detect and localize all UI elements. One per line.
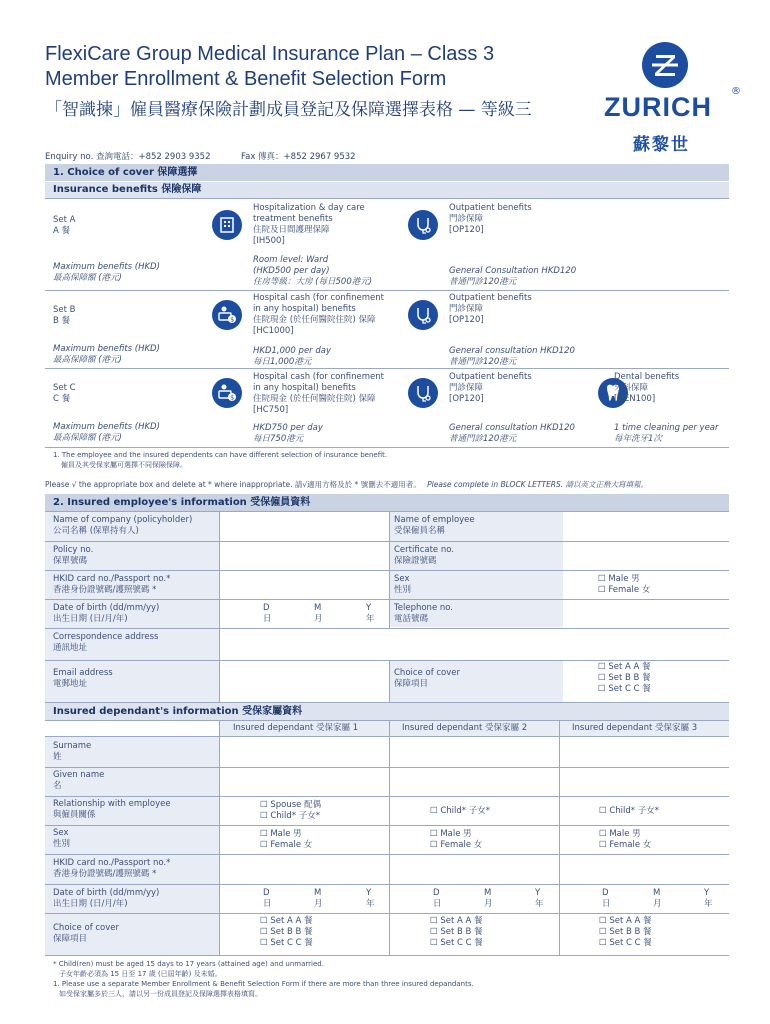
telephone-label: Telephone no. 電話號碼 <box>394 603 454 624</box>
dependant-2-cover[interactable]: ☐ Set A A 餐 ☐ Set B B 餐 ☐ Set C C 餐 <box>430 916 483 948</box>
set-c-max-label: Maximum benefits (HKD) 最高保障額 (港元) <box>53 422 160 443</box>
dependant-2-dob-year[interactable]: Y 年 <box>535 888 544 909</box>
stethoscope-icon <box>408 378 438 408</box>
telephone-field[interactable] <box>564 600 729 627</box>
footnotes: * Child(ren) must be aged 15 days to 17 years (attained age) and unmarried. 子女年齡必須為 15 日至 17 歲 (已屆年齡) 及未婚。 1. Please use a separate Member Enrollment & Benefit Selection Form if there are more than three insured depandants. 如受保家屬多於三人，請以另一份成員登記及保障選擇表格填寫。 <box>53 960 474 998</box>
zurich-logo-icon <box>642 42 688 88</box>
address-label: Correspondence address 通訊地址 <box>53 632 159 653</box>
fax-number: Fax 傳真：+852 2967 9532 <box>241 152 356 162</box>
set-a-benefit-1: Hospitalization & day care treatment benefits 住院及日間護理保障 [IH500] <box>253 203 365 246</box>
dependant-2-dob-month[interactable]: M 月 <box>484 888 493 909</box>
policy-no-field[interactable] <box>220 542 388 569</box>
dependant-2-sex[interactable]: ☐ Male 男 ☐ Female 女 <box>430 829 483 850</box>
registered-mark: ® <box>731 86 741 97</box>
form-title-line-2: Member Enrollment & Benefit Selection Form <box>45 68 447 90</box>
certificate-no-field[interactable] <box>564 542 729 569</box>
set-a-max-label: Maximum benefits (HKD) 最高保障額 (港元) <box>53 262 160 283</box>
dependant-3-dob-month[interactable]: M 月 <box>653 888 662 909</box>
section-1-subtitle: Insurance benefits 保險保障 <box>45 182 729 198</box>
email-field[interactable] <box>220 661 388 701</box>
stethoscope-icon <box>408 300 438 330</box>
set-b-max-label: Maximum benefits (HKD) 最高保障額 (港元) <box>53 344 160 365</box>
dependant-hkid-label: HKID card no./Passport no.* 香港身份證號碼/護照號碼 * <box>53 858 171 879</box>
svg-text:$: $ <box>230 394 235 402</box>
section-1-title: 1. Choice of cover 保障選擇 <box>45 164 729 181</box>
employee-name-field[interactable] <box>564 512 729 540</box>
dependant-3-cover[interactable]: ☐ Set A A 餐 ☐ Set B B 餐 ☐ Set C C 餐 <box>599 916 652 948</box>
set-c-benefit-2: Outpatient benefits 門診保障 [OP120] <box>449 372 532 404</box>
sex-label: Sex 性別 <box>394 574 412 595</box>
dependant-1-dob-year[interactable]: Y 年 <box>366 888 375 909</box>
female-checkbox[interactable]: ☐ <box>598 585 606 595</box>
dependant-2-relationship[interactable]: ☐ Child* 子女* <box>430 806 490 816</box>
section-2-title: 2. Insured employee's information 受保僱員資料 <box>45 494 729 511</box>
set-b-max-2: General consultation HKD120 普通門診120港元 <box>449 346 575 367</box>
dependant-3-dob-day[interactable]: D 日 <box>602 888 611 909</box>
company-name-label: Name of company (policyholder) 公司名稱 (保單持有人) <box>53 515 193 536</box>
dob-label: Date of birth (dd/mm/yy) 出生日期 (日/月/年) <box>53 603 160 624</box>
employee-sex-options[interactable]: ☐ Male 男 ☐ Female 女 <box>598 574 651 595</box>
stethoscope-icon <box>408 210 438 240</box>
dependant-1-dob-month[interactable]: M 月 <box>314 888 323 909</box>
set-a-label: Set A A 餐 <box>53 215 76 236</box>
dob-day[interactable]: D 日 <box>263 603 272 624</box>
email-label: Email address 電郵地址 <box>53 668 113 689</box>
male-checkbox[interactable]: ☐ <box>598 574 606 584</box>
set-b-max-1: HKD1,000 per day 每日1,000港元 <box>253 346 332 367</box>
instruction-text: Please √ the appropriate box and delete at * where inappropriate. 請√適用方格及於 * 號刪去不適用者。 Please complete in BLOCK LETTERS. 請以英文正楷大寫填報。 <box>45 480 649 489</box>
dependant-3-sex[interactable]: ☐ Male 男 ☐ Female 女 <box>599 829 652 850</box>
enquiry-number: Enquiry no. 查詢電話：+852 2903 9352 <box>45 152 211 162</box>
dependant-1-relationship[interactable]: ☐ Spouse 配偶 ☐ Child* 子女* <box>260 800 322 821</box>
set-c-benefit-1: Hospital cash (for confinement in any hospital) benefits 住院現金 (於任何醫院住院) 保障 [HC750] <box>253 372 384 415</box>
set-b-benefit-1: Hospital cash (for confinement in any hospital) benefits 住院現金 (於任何醫院住院) 保障 [HC1000] <box>253 293 384 336</box>
form-title-line-1: FlexiCare Group Medical Insurance Plan – Class 3 <box>45 43 495 65</box>
relationship-label: Relationship with employee 與僱員關係 <box>53 799 171 820</box>
hospital-cash-icon <box>212 300 242 330</box>
dependant-1-dob-day[interactable]: D 日 <box>263 888 272 909</box>
dob-year[interactable]: Y 年 <box>366 603 375 624</box>
set-a-max-1: Room level: Ward (HKD500 per day) 住房等級：大房 (每日500港元) <box>253 255 373 287</box>
hkid-label: HKID card no./Passport no.* 香港身份證號碼/護照號碼 * <box>53 574 171 595</box>
dependant-2-dob-day[interactable]: D 日 <box>433 888 442 909</box>
surname-label: Surname 姓 <box>53 741 92 762</box>
dependant-3-header: Insured dependant 受保家屬 3 <box>572 723 698 733</box>
set-c-max-2: General consultation HKD120 普通門診120港元 <box>449 423 575 444</box>
hospital-cash-icon <box>212 378 242 408</box>
dependant-cover-label: Choice of cover 保障項目 <box>53 923 120 944</box>
employee-cover-label: Choice of cover 保障項目 <box>394 668 461 689</box>
certificate-no-label: Certificate no. 保險證號碼 <box>394 545 454 566</box>
set-c-max-1: HKD750 per day 每日750港元 <box>253 423 323 444</box>
set-a-max-2: General Consultation HKD120 普通門診120港元 <box>449 266 577 287</box>
hospital-building-icon <box>212 210 242 240</box>
employee-cover-options[interactable]: ☐ Set A A 餐 ☐ Set B B 餐 ☐ Set C C 餐 <box>598 662 651 694</box>
address-field[interactable] <box>220 629 729 659</box>
set-a-checkbox[interactable]: ☐ <box>598 662 606 672</box>
policy-no-label: Policy no. 保單號碼 <box>53 545 94 566</box>
set-c-benefit-3: Dental benefits 牙科保障 [DEN100] <box>614 372 680 404</box>
svg-text:$: $ <box>230 316 235 324</box>
form-title-chinese: 「智識揀」僱員醫療保險計劃成員登記及保障選擇表格 — 等級三 <box>45 100 532 120</box>
dependant-1-header: Insured dependant 受保家屬 1 <box>233 723 359 733</box>
section-1-note: 1. The employee and the insured dependents can have different selection of insurance benefit. 僱員及其受保家屬可選擇不同保險保障。 <box>53 451 388 469</box>
dependant-3-relationship[interactable]: ☐ Child* 子女* <box>599 806 659 816</box>
employee-name-label: Name of employee 受保僱員名稱 <box>394 515 475 536</box>
set-b-label: Set B B 餐 <box>53 305 76 326</box>
hkid-field[interactable] <box>220 571 388 598</box>
given-name-label: Given name 名 <box>53 770 105 791</box>
zurich-logo-word: ZURICH <box>604 92 712 122</box>
zurich-logo-chinese: 蘇黎世 <box>633 135 690 155</box>
set-c-checkbox[interactable]: ☐ <box>598 684 606 694</box>
set-c-max-3: 1 time cleaning per year 每年洗牙1次 <box>614 423 719 444</box>
set-b-checkbox[interactable]: ☐ <box>598 673 606 683</box>
dependant-section-title: Insured dependant's information 受保家屬資料 <box>45 703 729 720</box>
set-c-label: Set C C 餐 <box>53 383 76 404</box>
dependant-1-sex[interactable]: ☐ Male 男 ☐ Female 女 <box>260 829 313 850</box>
company-name-field[interactable] <box>220 512 388 540</box>
set-b-benefit-2: Outpatient benefits 門診保障 [OP120] <box>449 293 532 325</box>
dob-month[interactable]: M 月 <box>314 603 323 624</box>
dependant-sex-label: Sex 性別 <box>53 828 71 849</box>
dependant-1-cover[interactable]: ☐ Set A A 餐 ☐ Set B B 餐 ☐ Set C C 餐 <box>260 916 313 948</box>
set-a-benefit-2: Outpatient benefits 門診保障 [OP120] <box>449 203 532 235</box>
dependant-3-dob-year[interactable]: Y 年 <box>704 888 713 909</box>
dependant-2-header: Insured dependant 受保家屬 2 <box>402 723 528 733</box>
dependant-dob-label: Date of birth (dd/mm/yy) 出生日期 (日/月/年) <box>53 888 160 909</box>
